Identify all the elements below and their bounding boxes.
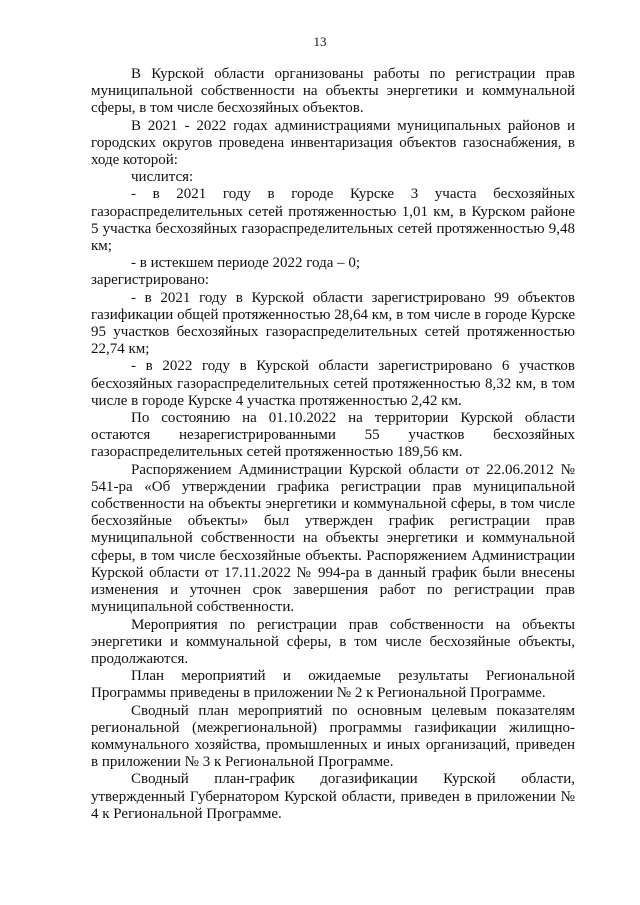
paragraph-status-2022: По состоянию на 01.10.2022 на территории Курской области остаются незарегистрированными 55 участков бесхозяйных газораспределительных сетей протяженностью 189,56 км. (91, 410, 575, 461)
paragraph-registered-heading: зарегистрировано: (91, 272, 210, 289)
document-body (91, 66, 575, 823)
paragraph-appendix-4: Сводный план-график догазификации Курской области, утвержденный Губернатором Курской области, приведен в приложении № 4 к Региональной Программе. (91, 771, 575, 822)
paragraph-order-schedule: Распоряжением Администрации Курской области от 22.06.2012 № 541-ра «Об утверждении графика регистрации прав муниципальной собственности на объекты энергетики и коммунальной сферы, в том числе бесхозяйные объекты» был утвержден график регистрации прав муниципальной собственности на объекты энергетики и коммунальной сферы, в том числе бесхозяйные объекты. Распоряжением Администрации Курской области от 17.11.2022 № 994-ра в данный график были внесены изменения и уточнен срок завершения работ по регистрации прав муниципальной собственности. (91, 461, 575, 616)
paragraph-listed-heading: числится: (131, 169, 194, 186)
paragraph-activities-continue: Мероприятия по регистрации прав собственности на объекты энергетики и коммунальной сферы, в том числе бесхозяйные объекты, продолжаются. (91, 616, 575, 667)
list-item-registered-2021: - в 2021 году в Курской области зарегистрировано 99 объектов газификации общей протяженностью 28,64 км, в том числе в городе Курске 95 участков бесхозяйных газораспределительных сетей протяженностью 22,74 км; (91, 289, 575, 358)
list-item-listed-2022: - в истекшем периоде 2022 года – 0; (131, 255, 361, 272)
list-item-registered-2022: - в 2022 году в Курской области зарегистрировано 6 участков бесхозяйных газораспределительных сетей протяженностью 8,32 км, в том числе в городе Курске 4 участка протяженностью 2,42 км. (91, 358, 575, 409)
paragraph-appendix-2: План мероприятий и ожидаемые результаты Региональной Программы приведены в приложении № 2 к Региональной Программе. (91, 668, 575, 702)
paragraph-registration-intro: В Курской области организованы работы по регистрации прав муниципальной собственности на объекты энергетики и коммунальной сферы, в том числе бесхозяйных объектов. (91, 66, 575, 117)
paragraph-inventory: В 2021 - 2022 годах администрациями муниципальных районов и городских округов проведена инвентаризация объектов газоснабжения, в ходе которой: (91, 117, 575, 169)
list-item-listed-2021: - в 2021 году в городе Курске 3 участа бесхозяйных газораспределительных сетей протяженностью 1,01 км, в Курском районе 5 участка бесхозяйных газораспределительных сетей протяженностью 9,48 км; (91, 186, 575, 255)
page-number: 13 (313, 34, 327, 49)
paragraph-appendix-3: Сводный план мероприятий по основным целевым показателям региональной (межрегиональной) программы газификации жилищно-коммунального хозяйства, промышленных и иных организаций, приведен в приложении № 3 к Региональной Программе. (91, 702, 575, 771)
